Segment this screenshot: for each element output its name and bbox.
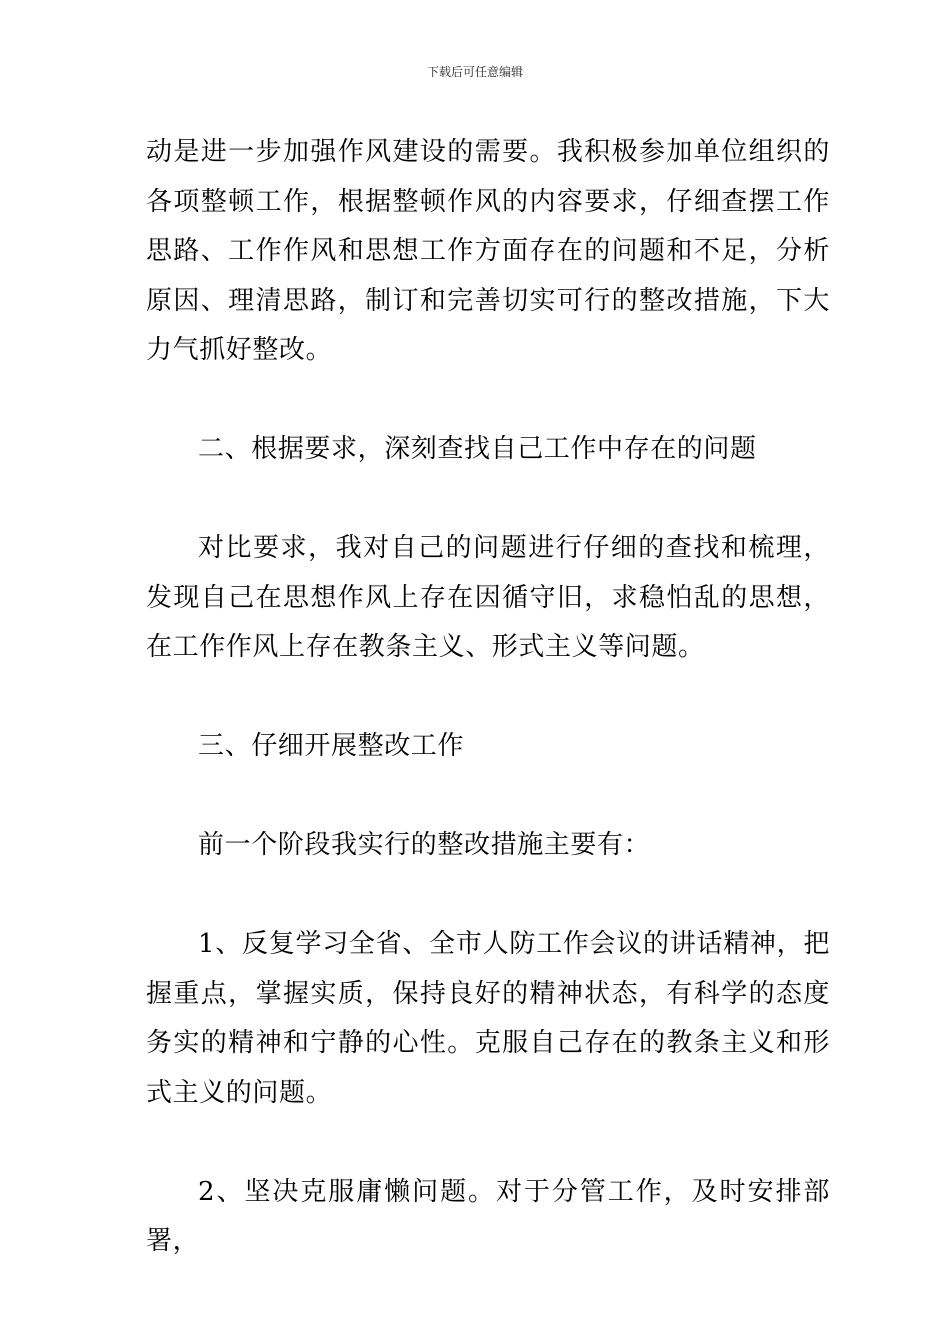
paragraph-measure-1: 1、反复学习全省、全市人防工作会议的讲话精神，把握重点，掌握实质，保持良好的精神状态，有科学的态度务实的精神和宁静的心性。克服自己存在的教条主义和形式主义的问题。 — [146, 929, 830, 1108]
paragraph-gap — [146, 376, 830, 426]
section-heading-2: 二、根据要求，深刻查找自己工作中存在的问题 — [198, 434, 757, 464]
section-heading-3: 三、仔细开展整改工作 — [198, 731, 465, 761]
paragraph-continuation: 动是进一步加强作风建设的需要。我积极参加单位组织的各项整顿工作，根据整顿作风的内容要求，仔细查摆工作思路、工作作风和思想工作方面存在的问题和不足，分析原因、理清思路，制订和完善切实可行的整改措施，下大力气抓好整改。 — [146, 137, 830, 365]
paragraph-gap — [146, 673, 830, 723]
paragraph-gap — [146, 475, 830, 525]
document-body — [146, 128, 830, 1267]
paragraph-problems: 对比要求，我对自己的问题进行仔细的查找和梳理，发现自己在思想作风上存在因循守旧，求稳怕乱的思想，在工作作风上存在教条主义、形式主义等问题。 — [146, 533, 830, 662]
paragraph-measures-intro: 前一个阶段我实行的整改措施主要有： — [198, 830, 651, 860]
paragraph-gap — [146, 871, 830, 921]
page-header: 下载后可任意编辑 — [426, 65, 523, 79]
paragraph-gap — [146, 772, 830, 822]
paragraph-measure-2: 2、坚决克服庸懒问题。对于分管工作，及时安排部署， — [146, 1176, 830, 1256]
paragraph-gap — [146, 1118, 830, 1168]
